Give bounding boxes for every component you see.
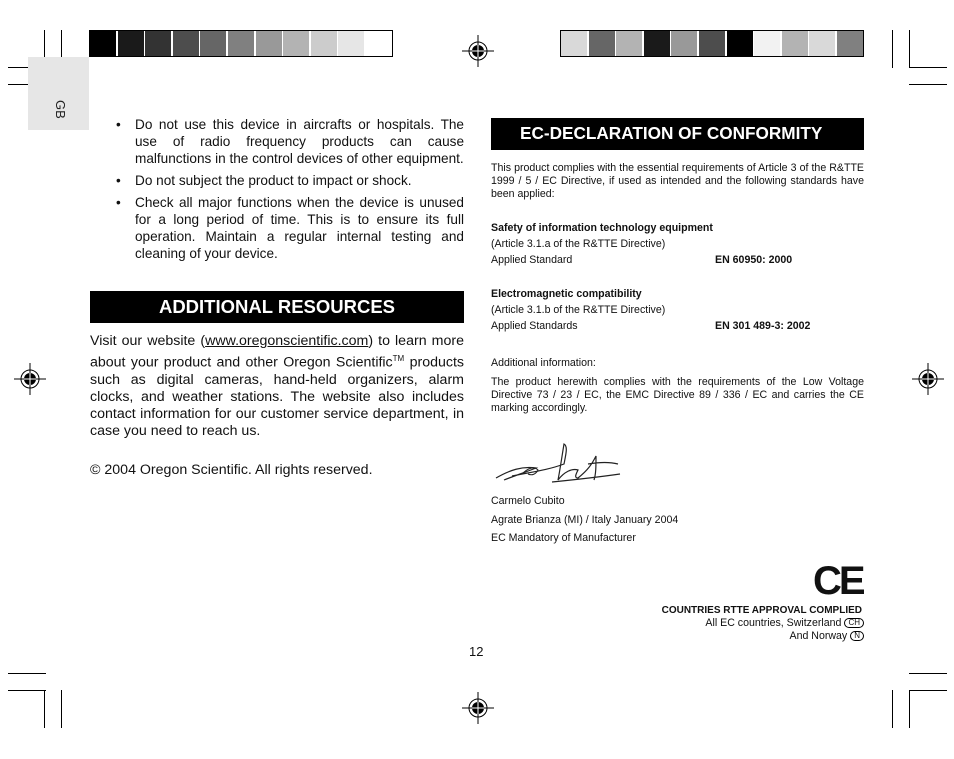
paragraph-text: Visit our website ( <box>90 333 206 349</box>
crop-mark <box>892 30 893 68</box>
trademark-sup: TM <box>392 354 405 363</box>
signature-image <box>492 440 622 490</box>
bullet-item <box>116 194 464 262</box>
language-tab-label: GB <box>53 100 68 119</box>
registration-mark-icon <box>14 363 46 395</box>
additional-resources-heading-bar <box>90 291 464 323</box>
crop-mark <box>44 690 45 728</box>
paragraph-text: products such as digital cameras, hand-held organizers, alarm clocks, and weather stations. The website also includes contact information for our customer service department, in case you need to reach us. <box>90 354 464 439</box>
signer-role: EC Mandatory of Manufacturer <box>491 532 636 544</box>
approval-line-text: All EC countries, Switzerland <box>705 617 842 629</box>
crop-mark <box>909 84 947 85</box>
swatch-bar-outline <box>560 30 864 57</box>
approval-line-text: And Norway <box>789 630 848 642</box>
bullet-item <box>116 172 464 189</box>
additional-resources-paragraph <box>90 333 464 440</box>
crop-mark <box>909 690 910 728</box>
crop-mark <box>909 67 947 68</box>
bullet-text: Check all major functions when the device is unused for a long period of time. This is to ensure its full operation. Maintain a regular internal testing and cleaning of your device. <box>135 195 464 261</box>
crop-mark <box>61 690 62 728</box>
section1-article: (Article 3.1.a of the R&TTE Directive) <box>491 238 666 250</box>
language-side-tab <box>28 57 89 130</box>
signer-name: Carmelo Cubito <box>491 495 565 507</box>
signer-place-date: Agrate Brianza (MI) / Italy January 2004 <box>491 514 679 526</box>
section1-label: Applied Standard <box>491 254 573 266</box>
bullet-item <box>116 116 464 167</box>
ce-mark-icon: CE <box>813 559 863 603</box>
crop-mark <box>8 690 46 691</box>
additional-resources-heading: ADDITIONAL RESOURCES <box>158 296 396 317</box>
crop-mark <box>8 673 46 674</box>
additional-info-label: Additional information: <box>491 357 596 369</box>
page-number: 12 <box>469 644 484 659</box>
safety-bullet-list <box>116 116 464 267</box>
registration-mark-icon <box>912 363 944 395</box>
crop-mark <box>909 673 947 674</box>
bullet-dot: • <box>116 195 121 210</box>
section2-article: (Article 3.1.b of the R&TTE Directive) <box>491 304 666 316</box>
section2-title: Electromagnetic compatibility <box>491 288 642 300</box>
crop-mark <box>892 690 893 728</box>
section2-label: Applied Standards <box>491 320 578 332</box>
approval-line-2 <box>790 630 864 643</box>
registration-mark-icon <box>462 692 494 724</box>
bullet-text: Do not use this device in aircrafts or hospitals. The use of radio frequency products can cause malfunctions in the control devices of other equipment. <box>135 117 464 166</box>
section2-value: EN 301 489-3: 2002 <box>715 320 811 332</box>
approval-line-1 <box>705 617 864 630</box>
declaration-heading-bar <box>491 118 864 150</box>
crop-mark <box>44 30 45 58</box>
crop-mark <box>909 30 910 68</box>
crop-mark <box>909 690 947 691</box>
section1-title: Safety of information technology equipment <box>491 222 713 234</box>
bullet-dot: • <box>116 173 121 188</box>
section1-value: EN 60950: 2000 <box>715 254 793 266</box>
declaration-heading: EC-DECLARATION OF CONFORMITY <box>520 123 823 143</box>
swatch-bar-outline <box>89 30 393 57</box>
country-badge-ch: CH <box>844 618 864 628</box>
additional-info-text: The product herewith complies with the requirements of the Low Voltage Directive 73 / 23 / EC, the EMC Directive 89 / 336 / EC and carries the CE marking accordingly. <box>491 376 864 414</box>
bullet-dot: • <box>116 117 121 132</box>
approval-title: COUNTRIES RTTE APPROVAL COMPLIED <box>661 605 862 616</box>
paragraph-text: ) to learn more about your product and other Oregon Scientific <box>90 333 464 371</box>
website-link[interactable]: www.oregonscientific.com <box>205 333 369 349</box>
country-badge-n: N <box>850 631 864 641</box>
copyright-notice: © 2004 Oregon Scientific. All rights reserved. <box>90 462 373 478</box>
bullet-text: Do not subject the product to impact or shock. <box>135 173 412 188</box>
registration-mark-icon <box>462 35 494 67</box>
declaration-intro: This product complies with the essential requirements of Article 3 of the R&TTE 1999 / 5 / EC Directive, if used as intended and the following standards have been applied: <box>491 162 864 200</box>
